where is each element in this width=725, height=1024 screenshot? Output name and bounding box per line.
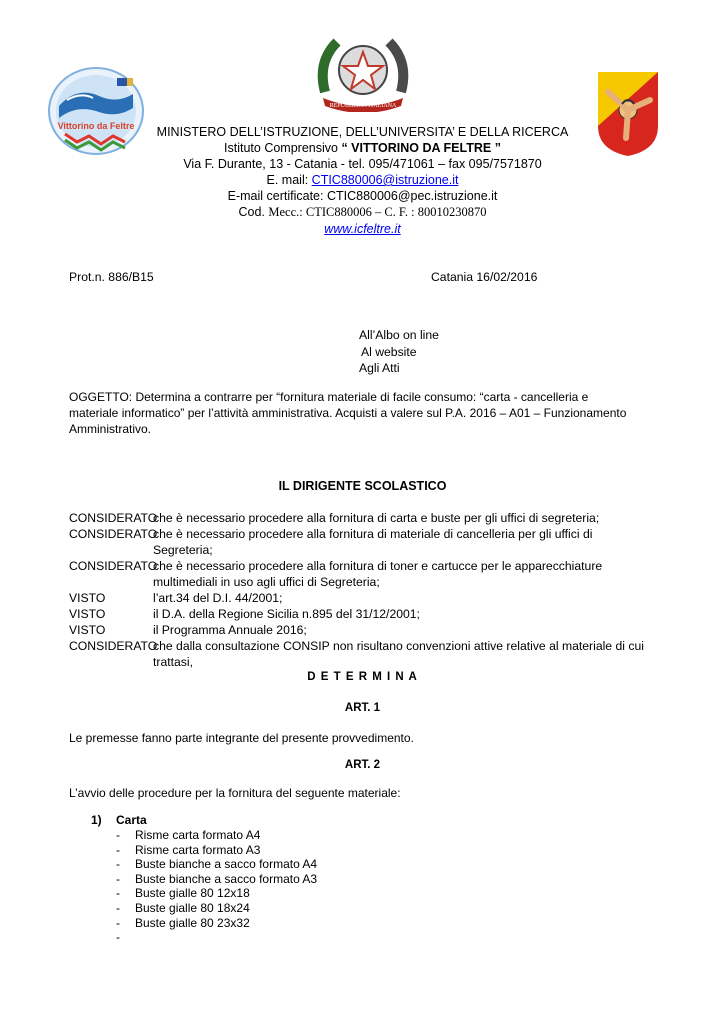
list-item: - Risme carta formato A4 [116, 828, 261, 842]
list-item-text: Buste bianche a sacco formato A4 [135, 857, 318, 872]
list-item-text: Buste gialle 80 12x18 [135, 886, 250, 901]
recipient-website: Al website [361, 345, 417, 359]
premise-text: che è necessario procedere alla fornitura di materiale di cancelleria per gli uffici di [153, 527, 593, 541]
email-label: E. mail: [266, 173, 312, 187]
list-heading-number: 1) [91, 813, 102, 827]
list-item-text: Risme carta formato A4 [135, 828, 261, 842]
premise-5 [69, 607, 420, 621]
emblem-text: REPUBBLICA ITALIANA [329, 103, 397, 109]
premise-text: l’art.34 del D.I. 44/2001; [153, 591, 283, 605]
list-item: - Risme carta formato A3 [116, 842, 261, 857]
list-item: - Buste bianche a sacco formato A4 [116, 857, 318, 872]
recipient-atti: Agli Atti [359, 361, 400, 375]
premise-text: che dalla consultazione CONSIP non risultano convenzioni attive relative al materiale di cui [153, 639, 644, 653]
premise-label: VISTO [69, 623, 106, 637]
ministry-title: MINISTERO DELL’ISTRUZIONE, DELL’UNIVERSITA’ E DELLA RICERCA [156, 125, 569, 139]
premise-text: che è necessario procedere alla fornitura di toner e cartucce per le apparecchiature [153, 559, 603, 573]
premise-label: CONSIDERATO [69, 559, 158, 573]
website-link[interactable]: www.icfeltre.it [324, 222, 401, 236]
list-item: - Buste gialle 80 18x24 [116, 900, 250, 915]
school-logo-text: Vittorino da Feltre [57, 121, 135, 131]
email-line [0, 172, 725, 189]
codice-line [0, 204, 725, 221]
list-item: - [116, 930, 120, 945]
school-name: “ VITTORINO DA FELTRE ” [341, 141, 501, 155]
list-item-text: Buste gialle 80 18x24 [135, 900, 250, 915]
premise-label: CONSIDERATO [69, 639, 158, 653]
art1-title: ART. 1 [344, 702, 381, 714]
recipient-albo: All’Albo on line [359, 328, 439, 342]
premise-label: VISTO [69, 591, 106, 605]
list-heading-label: Carta [116, 813, 147, 827]
cod-label: Cod. [238, 205, 269, 219]
materials-list [116, 828, 317, 945]
pec-line: E-mail certificate: CTIC880006@pec.istruzione.it [227, 189, 498, 203]
premise-3 [69, 559, 602, 573]
premise-3-cont: multimediali in uso agli uffici di Segreteria; [153, 575, 380, 589]
school-prefix: Istituto Comprensivo [224, 141, 342, 155]
premise-label: CONSIDERATO [69, 527, 158, 541]
list-item-text: Buste gialle 80 23x32 [135, 915, 250, 930]
list-item-text: Buste bianche a sacco formato A3 [135, 871, 318, 886]
place-date: Catania 16/02/2016 [431, 270, 538, 284]
school-address: Via F. Durante, 13 - Catania - tel. 095/471061 – fax 095/7571870 [183, 157, 542, 171]
determina-heading: D E T E R M I N A [307, 671, 418, 683]
art2-text: L’avvio delle procedure per la fornitura del seguente materiale: [69, 786, 401, 800]
italian-republic-emblem [315, 32, 411, 112]
list-item-text: Risme carta formato A3 [135, 842, 261, 857]
premise-text: che è necessario procedere alla fornitura di carta e buste per gli uffici di segreteria; [153, 511, 600, 525]
list-item: - Buste gialle 80 23x32 [116, 915, 250, 930]
document-title: IL DIRIGENTE SCOLASTICO [278, 479, 447, 493]
list-heading [91, 813, 147, 827]
premise-7 [69, 639, 644, 653]
premise-1 [69, 511, 599, 525]
art2-title: ART. 2 [344, 759, 381, 771]
premise-text: il Programma Annuale 2016; [153, 623, 307, 637]
subject-line-1: OGGETTO: Determina a contrarre per “fornitura materiale di facile consumo: “carta - cancelleria e [69, 390, 589, 404]
list-item: - Buste bianche a sacco formato A3 [116, 871, 318, 886]
premise-2 [69, 527, 592, 541]
protocol-number: Prot.n. 886/B15 [69, 270, 154, 284]
subject-line-3: Amministrativo. [69, 422, 152, 436]
premise-6 [69, 623, 307, 637]
cod-value: Mecc.: CTIC880006 – C. F. : 80010230870 [268, 205, 487, 219]
premise-4 [69, 591, 282, 605]
premise-text: il D.A. della Regione Sicilia n.895 del 31/12/2001; [153, 607, 420, 621]
email-link[interactable]: CTIC880006@istruzione.it [311, 173, 459, 187]
art1-text: Le premesse fanno parte integrante del presente provvedimento. [69, 731, 414, 745]
website-line [0, 221, 725, 238]
premise-7-cont: trattasi, [153, 655, 193, 669]
subject-line-2: materiale informatico” per l’attività amministrativa. Acquisti a valere sul P.A. 2016 – A01 – Funzionamento [69, 406, 627, 420]
premise-label: CONSIDERATO [69, 511, 158, 525]
list-item: - Buste gialle 80 12x18 [116, 886, 250, 901]
school-name-line [0, 140, 725, 157]
premise-label: VISTO [69, 607, 106, 621]
premise-2-cont: Segreteria; [153, 543, 213, 557]
